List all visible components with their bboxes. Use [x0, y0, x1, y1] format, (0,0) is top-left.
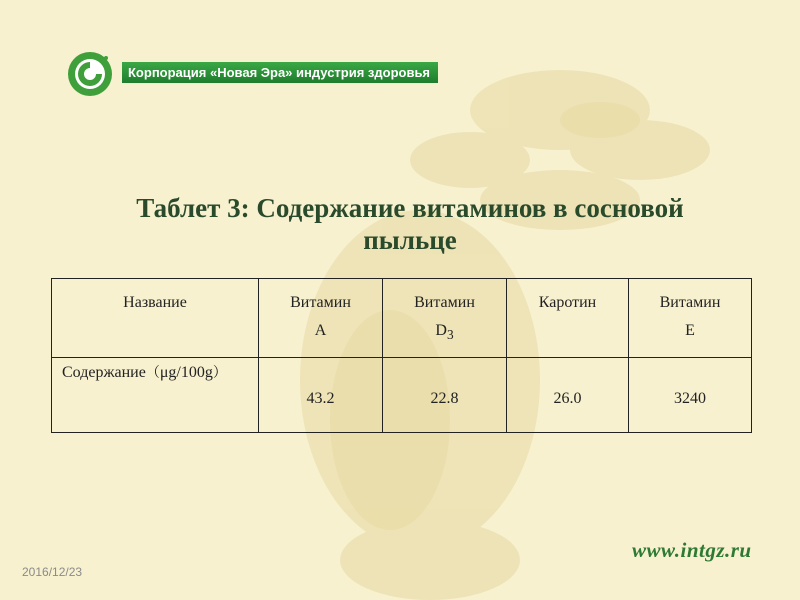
row-label-cell — [52, 358, 259, 433]
header-vitamin-e-word: Витамин — [659, 294, 721, 311]
unit-open-paren: （ — [145, 365, 160, 381]
header-name: Название — [123, 294, 187, 311]
row-label: Содержание — [62, 364, 146, 381]
row-unit: μg/100g — [159, 364, 213, 381]
header-vitamin-e-letter: E — [685, 322, 695, 339]
value-cell-vitamin-a — [259, 358, 383, 433]
vitamin-table — [51, 278, 752, 433]
header-carotene: Каротин — [538, 294, 597, 311]
slide-date: 2016/12/23 — [22, 565, 83, 579]
table-header-row — [52, 279, 752, 358]
header-cell-name — [52, 279, 259, 358]
title-line-1: Таблет 3: Содержание витаминов в сосновой — [136, 193, 684, 223]
header-vitamin-d-subscript: 3 — [446, 327, 454, 343]
header-cell-vitamin-d3 — [383, 279, 507, 358]
title-line-2: пыльце — [363, 225, 457, 255]
slide-title — [60, 192, 760, 256]
value-cell-vitamin-d3 — [383, 358, 507, 433]
value-vitamin-a: 43.2 — [306, 390, 335, 407]
header-cell-vitamin-e — [629, 279, 752, 358]
header-vitamin-a-word: Витамин — [290, 294, 351, 311]
table-row — [52, 358, 752, 433]
unit-close-paren: ） — [212, 365, 227, 381]
value-carotene: 26.0 — [553, 390, 582, 407]
brand-banner: Корпорация «Новая Эра» индустрия здоровья — [122, 62, 438, 83]
header-cell-vitamin-a — [259, 279, 383, 358]
website-link[interactable]: www.intgz.ru — [632, 538, 752, 562]
value-cell-carotene — [507, 358, 629, 433]
value-vitamin-e: 3240 — [674, 390, 706, 407]
company-logo — [66, 50, 114, 98]
green-swirl-logo-icon — [66, 50, 114, 98]
value-cell-vitamin-e — [629, 358, 752, 433]
value-vitamin-d3: 22.8 — [430, 390, 459, 407]
header-vitamin-d-letter: D — [435, 322, 447, 339]
header-vitamin-d-word: Витамин — [414, 294, 475, 311]
header-vitamin-a-letter: A — [314, 322, 327, 339]
header-cell-carotene — [507, 279, 629, 358]
